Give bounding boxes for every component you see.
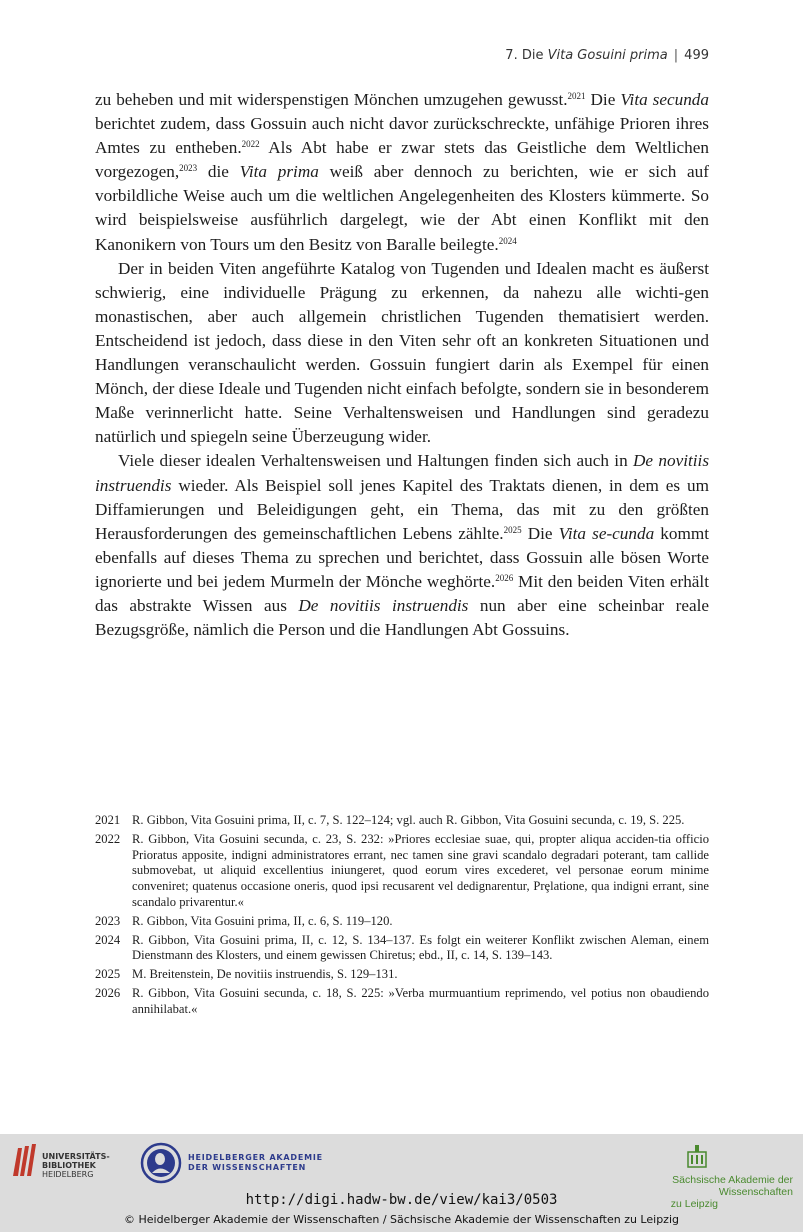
ub-line-3: HEIDELBERG (42, 1170, 94, 1179)
footnote-ref: 2026 (495, 572, 514, 583)
footnote (95, 914, 709, 930)
footnote-number: 2026 (95, 985, 121, 1000)
text-run: Die (521, 523, 559, 543)
text-run: zu beheben und mit widerspenstigen Mönchen umzugehen gewusst. (95, 90, 568, 109)
ub-line-1: UNIVERSITÄTS- (42, 1152, 110, 1161)
paragraph-3 (95, 449, 709, 642)
hadw-seal-icon (140, 1142, 182, 1184)
italic-title: De novitiis instruendis (95, 451, 710, 495)
copyright-notice: © Heidelberger Akademie der Wissenschaften / Sächsische Akademie der Wissenschaften zu Leipzig (123, 1213, 679, 1226)
running-header (505, 48, 709, 63)
footnote (95, 933, 709, 965)
footnote-number: 2022 (95, 831, 121, 846)
footnote-number: 2025 (95, 967, 121, 982)
footnote-ref: 2023 (179, 163, 198, 174)
page-number: 499 (684, 48, 709, 63)
ub-heidelberg-logo[interactable] (10, 1142, 110, 1179)
footnotes (95, 813, 709, 1021)
text-run: kommt ebenfalls auf dieses Thema zu sprechen und berichtet, dass Gossuin alle bösen Worte ignorierte und bei jedem Murmeln der Mönche weghörte. (95, 523, 709, 591)
italic-title: Vita se-cunda (558, 523, 655, 543)
text-run: Der in beiden Viten angeführte Katalog von Tugenden und Idealen macht es äußerst schwierig, eine individuelle Prägung zu erkennen, da nahezu alle wichti-gen monastischen, aber auch allgemein christlichen Tugenden thematisiert werden. Entscheidend ist jedoch, dass diese in den Viten sehr oft an konkreten Situationen und Handlungen veranschaulicht werden. Gossuin fungiert darin als Exempel für einen Mönch, der diese Ideale und Tugenden nicht einfach befolgte, sondern sie in besonderem Maße verinnerlicht hatte. Seine Verhaltensweisen und Handlungen sind geradezu natürlich und spiegeln seine Überzeugung wider. (95, 258, 709, 447)
footnote-ref: 2024 (498, 235, 517, 246)
footnote-text: R. Gibbon, Vita Gosuini secunda, c. 18, S. 225: »Verba murmuantium reprimendo, vel potius non obaudiendo annihilabat.« (132, 985, 709, 1016)
header-separator: | (673, 48, 679, 63)
footnote-ref: 2025 (503, 524, 522, 535)
footnote-text: R. Gibbon, Vita Gosuini prima, II, c. 6, S. 119–120. (132, 913, 393, 928)
chapter-prefix: 7. Die (505, 48, 548, 63)
footnote (95, 832, 709, 911)
footnote (95, 967, 709, 983)
footnote-text: R. Gibbon, Vita Gosuini prima, II, c. 7, S. 122–124; vgl. auch R. Gibbon, Vita Gosuini secunda, c. 19, S. 225. (132, 813, 685, 827)
footnote-ref: 2021 (567, 91, 586, 101)
text-run: die (197, 162, 240, 182)
text-run: weiß aber dennoch zu berichten, wie er sich auf vorbildliche Weise auch um die weltlichen Angelegenheiten des Klosters kümmerte. So wird beispielsweise ausführlich dargelegt, wie der Abt einen Konflikt mit den Kanonikern von Tours um den Besitz von Baralle beilegte. (95, 162, 709, 254)
footnote-number: 2023 (95, 913, 121, 928)
footnote-ref: 2022 (241, 139, 260, 150)
paragraph-2 (95, 257, 709, 450)
chapter-title: Vita Gosuini prima (547, 48, 668, 63)
saw-line-1: Sächsische Akademie der Wissenschaften (672, 1174, 793, 1198)
footnote (95, 986, 709, 1018)
footnote-number: 2021 (95, 813, 121, 827)
hadw-logo[interactable] (140, 1142, 323, 1184)
italic-title: Vita prima (239, 162, 319, 182)
italic-title: De novitiis instruendis (298, 595, 469, 615)
footnote-text: R. Gibbon, Vita Gosuini prima, II, c. 12, S. 134–137. Es folgt ein weiterer Konflikt zwischen Aleman, einem Dienstmann des Klosters, und einem gewissen Chiretus; ebd., II, c. 14, S. 139–143. (132, 932, 709, 963)
saw-line-2: zu Leipzig (670, 1198, 718, 1210)
text-run: Viele dieser idealen Verhaltensweisen und Haltungen finden sich auch in (118, 451, 634, 471)
footnote-text: M. Breitenstein, De novitiis instruendis, S. 129–131. (132, 967, 398, 982)
text-run: Die (585, 90, 621, 109)
text-run: Mit den beiden Viten erhält das abstrakte Wissen aus (95, 571, 709, 615)
hadw-line-1: HEIDELBERGER AKADEMIE (188, 1153, 323, 1162)
italic-title: Vita secunda (620, 90, 709, 109)
paragraph-1 (95, 88, 709, 257)
main-text (95, 88, 709, 642)
footnote-text: R. Gibbon, Vita Gosuini secunda, c. 23, S. 232: »Priores ecclesiae suae, qui, propter aliqua acciden-tia officio Prioratus apposite, indigni administratores errant, nec tamen sine gravi scandalo degradari poterant, tam callide submovebat, ut aliquid excellentius iniungeret, quod eorum vires excederet, vel personae eorum minime conveniret; quatenus occasione oneris, quod ipsi recusarent vel dedignarentur, Prȩlatione, qua indigni errant, sine scandalo privarentur.« (132, 831, 709, 909)
ub-emblem-icon (10, 1142, 38, 1178)
source-url-link[interactable]: http://digi.hadw-bw.de/view/kai3/0503 (245, 1192, 558, 1208)
hadw-line-2: DER WISSENSCHAFTEN (188, 1163, 307, 1172)
footnote-number: 2024 (95, 932, 121, 947)
saw-building-icon (687, 1144, 707, 1168)
text-run: nun aber eine scheinbar reale Bezugsgröße, nämlich die Person und die Handlungen Abt Gossuins. (95, 595, 709, 640)
text-run: berichtet zudem, dass Gossuin auch nicht davor zurückschreckte, unfähige Prioren ihres Amtes zu entheben. (95, 114, 709, 158)
text-run: Als Abt habe er zwar stets das Geistliche dem Weltlichen vorgezogen, (95, 138, 709, 182)
text-run: wieder. Als Beispiel soll jenes Kapitel des Traktats dienen, in dem es um Diffamierungen und Beleidigungen geht, ein Thema, das mit zu den größten Herausforderungen des gemeinschaftlichen Lebens zählte. (95, 475, 709, 543)
footnote (95, 813, 709, 829)
ub-line-2: BIBLIOTHEK (42, 1161, 96, 1170)
